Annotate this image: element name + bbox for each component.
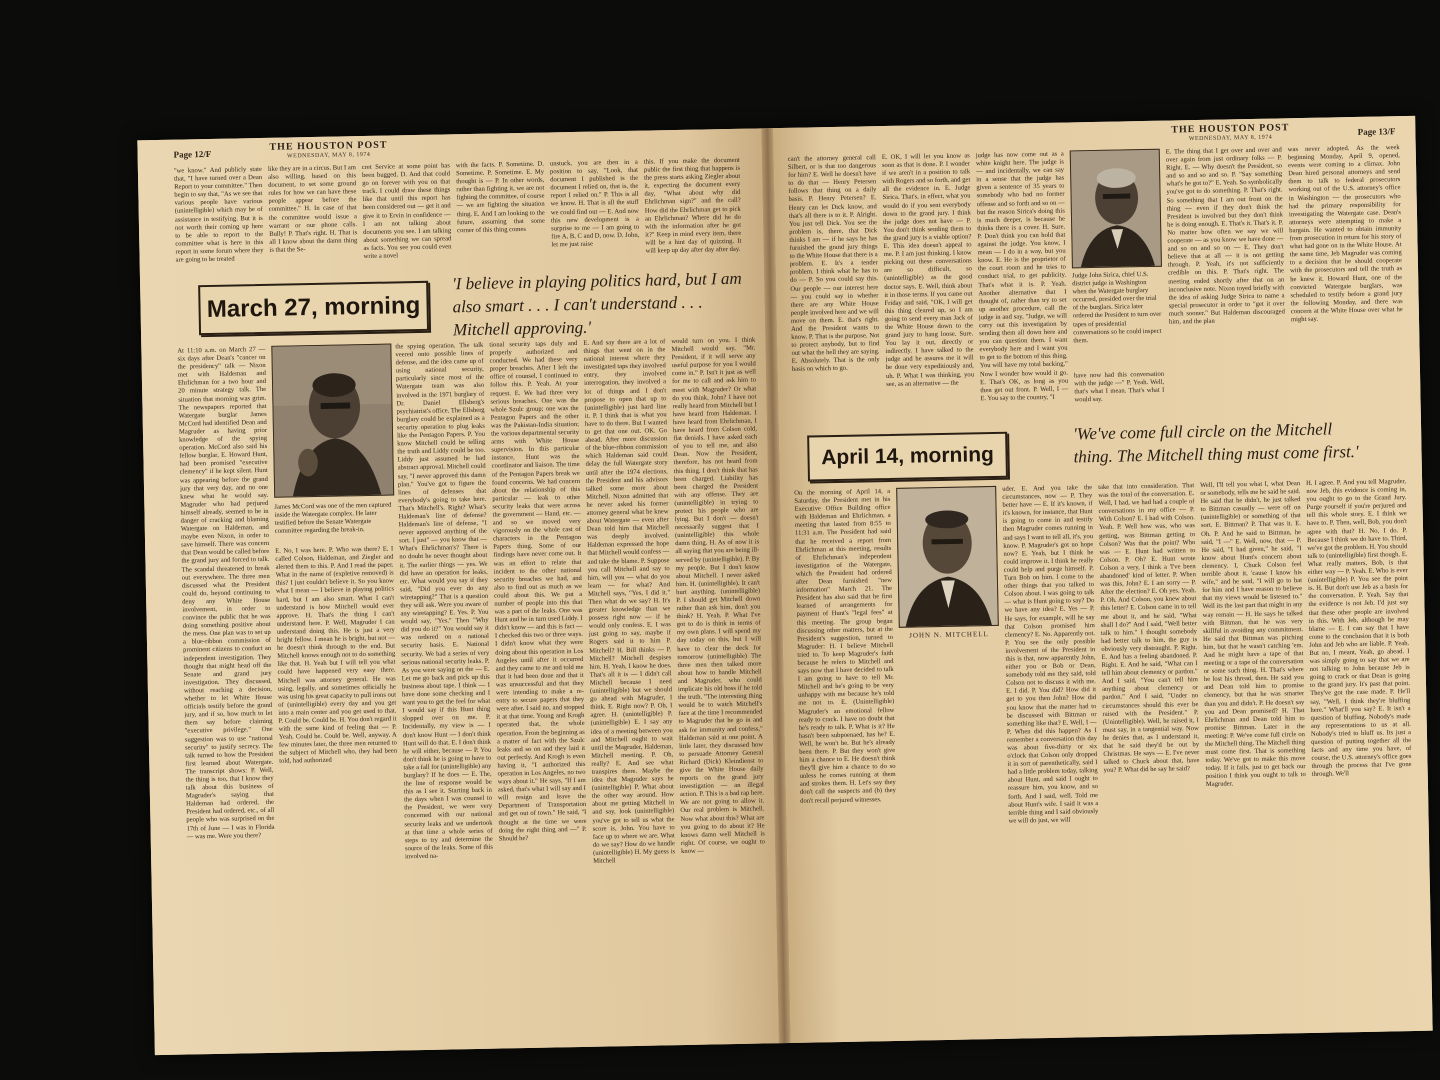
sirica-photo xyxy=(1070,149,1162,269)
section-banner-april-14: April 14, morning xyxy=(807,432,1008,482)
right-lower-column-2: uder. E. And you take the circumstances, now — P. They better have — E. If it's known, if it's known, for instance, that Hunt is going to come in and testify then Magruder comes running in and says I want to tell all, it's, you know. P. Magruder's got no hope now? E. Yeah, but I think he could improve it. I think he really could help and purge himself. P. Turn Bob on him. I come to the other things that you talked to Colson about. I was going to talk — what is Hunt going to say? Do we have any idea? E. Yes — P. He says, for example, will he say that Colson promised him clemency? E. No. Apparently not. P. You see the only possible involvement of the President in this is that, now apparently John, either you or Bob or Dean, somebody told me they said, told Colson not to discuss it with me. E. I did. P. You did? How did it get to you then John? How did you know that the matter had to be discussed with Bittman or something like that? E. Well, I — P. When did this happen? As I remember a conversation this day was about five-thirty or six o'clock that Colson only dropped it in sort of parenthetically, said I had a little problem today, talking about Hunt, and said I ought to reassure him, you know, and so forth. And I said, well. Told me about Hunt's wife. I said it was a terrible thing and I said obviously we will do just, we will xyxy=(1002,484,1099,825)
left-top-column-4: with the facts. P. Sometime. D. Sometime. P. Sometime. E. My thought is — P. In other words, rather than fighting it, we are not fighting the committee, of course — we are fighting the situation thing. E. And I am looking to the future, assuming that some corner of this thing comes xyxy=(455,160,546,234)
mccord-photo xyxy=(271,344,394,498)
right-top-column-3: judge has now come out as a white knight here. The judge is — and incidentally, we can say in a sense that the judge has given a sentence of 35 years to somebody who had no former offense and so forth and so on — but the reason Sirica's doing this is much deeper, is because he thinks there is a cover. H. Sure. P. Don't think you can hold that against the judge. You know, I mean — I do in a way, but you know. E. He is the proprietor of the court room and he tries to conduct trial, to get publicity. That's what it is. P. Yeah. Another alternative that I thought of, rather than try to set up another procedure, call the judge in and say, "Judge, we will carry out this investigation by sending them all down here and you can question them. I want everybody here and I want you to get to the bottom of this thing. You will have my total backing." Now I wonder how would it go. E. That's OK, as long as you then get out front. P. Well, I — E. You say to the country, "I xyxy=(975,150,1069,403)
left-main-column-5: would turn on you. I think Mitchell would say, "Mr. President, if it will serve any useful purpose for you I would come in." P. Isn't it just as well for me to call and ask him to meet with Magruder? Or what do you think, John? I have not really heard from Mitchell but I have heard from Haldeman. I have heard from Ehrlichman, I have heard from Colson cold, flat denials. I have asked each of you to tell me, and also Dean. Now the President, therefore, has not heard from this thing. I don't think that has been charged. Liability has been charged the President with any offense. They are (unintelligible) in trying to protect his people who are lying. But I don't — doesn't necessarily suggest that I (unintelligible) this whole damn thing. H. As of now it is all saying that you are being ill-served by (unintelligible). P. By my people. But I don't know about Mitchell. I never asked him. H. (unintelligible). It can't hurt anything. (unintelligible) P. I should get Mitchell down rather than ask him, don't you think? H. Yeah. P. What I've got to do is think in terms of my own plans. I will spend my day today on this, but I will have to clear the deck for tomorrow (unintelligible) The three men then talked more about how to handle Mitchell and Magruder, who could implicate his old boss if he told the truth. "The interesting thing would be to watch Mitchell's face at the time I recommended to Magruder that he go in and ask for immunity and confess," Haldeman said at one point. A little later, they discussed how to persuade Attorney General Richard (Dick) Kleindienst to give the White House daily reports on the grand jury investigation — an illegal action. P. This is a bad rap here. We are not going to allow it. Our real problem is Mitchell. Now what about this? What are you going to do about it? He knows damn well Mitchell is right. Of course, we ought to know — xyxy=(671,336,765,855)
right-pull-quote: 'We've come full circle on the Mitchell thing. The Mitchell thing must come first.' xyxy=(1072,419,1359,467)
right-lower-column-4: Well, I'll tell you what I, what Dean or somebody, tells me he said he said. He said that he didn't, he just talked to Bittman casually — were off on (unintelligible) or something of that sort. E. Bittman? P. That was it. E. Oh. P. And he said to Bittman, he said, "I —" E. Well, now, that — P. He said, "I had given," he said, "I know about Hunt's concern about clemency. I, Chuck Colson feel terrible about it, 'cause I know his wife," and he said, "I will go to bat for him and I have reason to believe that my views would be listened to." Well its the last part that might in any way remain — H. He says he talked with Bittman, that he was very skillful in avoiding any commitment. He said that Bittman was pitching him, but that he wasn't catching 'em. And he might have a tape of that meeting or a tape of the conversation or some such thing. H. That's where he lost his thread, then. He said you and Dean told him to promise clemency, but that he was smarter than you and didn't. P. He doesn't say you and Dean promised? H. That Ehrlichman and Dean told him to promise Bittman. Later in the meeting: P. We've come full circle on the Mitchell thing. The Mitchell thing must come first. That is something today. We've got to make this move today. If it fails, just to get back our position I think you ought to talk to Magruder. xyxy=(1200,480,1306,789)
mitchell-photo-caption: JOHN N. MITCHELL xyxy=(909,630,989,640)
left-main-column-1: At 11:10 a.m. on March 27 — six days after Dean's "cancer on the presidency" talk — Nixon met with Haldeman and Ehrlichman for a two hour and 20 minute strategy talk. The situation that morning was grim. The newspapers reported that Watergate burglar James McCord had identified Dean and Magruder as having prior knowledge of the spying operation. McCord also said his fellow burglar, E. Howard Hunt, had been promised "executive clemency" if he kept silent. Hunt was appearing before the grand jury that very day, and no one knew what he would say. Magruder who had perjured himself already, seemed to be in danger of cracking and blaming Watergate on Haldeman, and maybe even Nixon, in order to save himself. There was concern that Dean would be called before the grand jury and forced to talk. The scandal threatened to break out everywhere. The three men discussed what the President could do, beyond continuing to deny any White House involvement, in order to convince the public that he was doing something positive about the mess. One plan was to set up a blue-ribbon commission of prominent citizens to conduct an independent investigation. They thought that might head off the Senate and grand jury investigation. They discussed, without reaching a decision, whether to let White House officials testify before the grand jury, and if so, how much to let them say before claiming "executive privilege." One suggestion was to use "national security" to justify secrecy. The talk turned to how the President first learned about Watergate. The transcript shows: P. Well, the thing is too, that I know they talk about this business of Magruder's saying that Haldeman had ordered, the President had ordered, etc., of all people who was surprised on the 17th of June — I was in Florida — was me. Were you there? xyxy=(177,345,275,841)
left-folio: Page 12/F xyxy=(173,148,212,160)
right-folio: Page 13/F xyxy=(1357,126,1396,137)
right-lower-column-1: On the morning of April 14, a Saturday, the President met in his Executive Office Building office with Haldeman and Ehrlichman, a meeting that lasted from 8:55 to 11:31 a.m. The President had said that he received a report from Ehrlichman at this meeting, results of Ehrlichman's independent investigation of the Watergate, which the President had ordered after Dean furnished "new information" March 21. The President has also said that he first learned of arrangements for payment of Hunt's "legal fees" at this meeting. The group began discussing other matters, but at the President's suggestion, turned to Magruder: H. I believe Mitchell tried to. To keep Magruder's faith because he refers to Mitchell and says now that I have decided to talk I am going to have to tell Mr. Mitchell and he's going to be very unhappy with me because he's told me not to. E. (Unintelligible) Magruder's an emotional fellow ready to crack. I have no doubt that he's ready to talk. P. What is it? He hasn't been subpoenaed, has he? E. Well, he won't be. But he's already been there. P. But they won't give him a chance to E. He doesn't think they'll give him a chance to do so unless he comes running at them and strokes them. H. Let's say they don't call the suspects and (b) they don't recall perjured witnesses. xyxy=(794,487,897,805)
left-top-column-2: like they are in a circus. But I am also willing, based on this document, to set some ground rules for how we can have these people appear before the committee." H. In case of that the committee would issue a warrant or our phone calls. Bully! P. That's right. H. That is all I know about the damn thing is that the Se- xyxy=(267,164,358,254)
left-dateline: WEDNESDAY, MAY 8, 1974 xyxy=(286,151,371,160)
left-page xyxy=(137,128,778,1055)
right-top-column-5: E. The thing that I get over and over and over again from just ordinary folks — P. Right. E. — Why doesn't the President, so and so and so and so. P. "Say something what's he got to?" E. Yeah. So symbolically you've got to do something. P. That's right. So something that I am out front on the thing — even if they don't think the President is involved but they don't think he is doing enough. E. That's it. That's it. P. No matter how often we say we will cooperate — as you know we have done — and so on and so on — E. They don't believe that at all — it is not getting through. P. Yeah, it's not sufficiently credible on this. P. That's right. The meeting ended shortly after that on an inconclusive note. Nixon toyed briefly with the idea of asking Judge Sirica to name a special prosecutor in order to "get it over much sooner." But Haldeman discouraged him, and the plan xyxy=(1165,146,1285,326)
left-top-column-5: unstuck, you are then in a position to say, "Look, that document I published is the document I relied on, that is, the report I relied on." P. This is all we know. H. That is all the stuff we could find out — E. And now this new development is a surprise to me — I am going to fire A, B, C and D, now. D. John, let me just raise xyxy=(549,158,640,249)
right-top-column-6: was never adopted. As the week beginning Monday, April 9, opened, events were coming to a climax. John Dean hired personal attorneys and send them to talk to federal prosecutors working out of the U.S. attorney's office in Washington — the prosecutors who had the primary responsibility for investigating the Watergate case. Dean's attorneys were attempting to make a bargain. He wanted to obtain immunity from prosecution in return for his story of what had gone on in the White House. At the same time, Jeb Magruder was coming to a decision that he should cooperate with the prosecutors and tell the truth as he knew it. Howard Hunt, one of the convicted Watergate burglars, was scheduled to testify before a grand jury the following Monday, and there was concern at the White House over what he might say. xyxy=(1287,144,1403,324)
section-banner-march-27: March 27, morning xyxy=(198,281,429,335)
mitchell-photo xyxy=(896,486,999,628)
left-mid-column: E. No, I was here. P. Who was there? E. I called Colson, Haldeman, and Ziegler and alerted them to this. P. And I read the paper. What in the name of (expletive removed) is this? I just couldn't believe it. So you know what I mean — I believe in playing politics hard, but I am also smart. What I can't understand is how Mitchell would ever approve. H. That's the thing I can't understand here. P. Well, Magruder I can understand doing this. He is just a very bright fellow. I mean he is bright, but not — he doesn't think through to the end. But Mitchell knows enough not to do something like that. H. Yeah but I will tell you what could have happened very easy there. Mitchell was attorney general. He was using, legally, and sometimes officially he was using his great capacity to pull irons out of (unintelligible) every day and you get into a main center and you get used to that. P. Could be. Could be. H. You don't regard it with the same kind of feeling that — P. Yeah. Could be. Could be. Well, anyway. A few minutes later, the three men returned to the subject of Mitchell who, they had been told, had authorized xyxy=(275,545,398,766)
left-top-column-3: cret Service at some point has been bugged. D. And that could go on forever with you on that track. I could draw these things like that until this report has been considered out — get it and give it to Ervin in confidence — I am not talking about documents you see. I am talking about something we can spread as facts. You see you could even write a novel xyxy=(361,162,452,261)
left-masthead: THE HOUSTON POST xyxy=(269,139,388,153)
left-main-column-4: E. And say there are a lot of things that went on in the national interest where they investigated taps they involved entry, they involved interrogation, they involved a lot of things and I don't propose to open that up to (unintelligible) just hard line it. P. I think that is what you have to do there. But I wanted to get that one out. OK. Go ahead. After more discussion of the blue-ribbon commission which Haldeman said could delay the full Watergate story until after the 1974 elections, the President and his advisors talked some more about Mitchell. Nixon admitted that he never asked his former attorney general what he knew about Watergate — even after Dean told him that Mitchell was deeply involved. Haldeman expressed the hope that Mitchell would confess — and take the blame. P. Suppose you call Mitchell and say to him, will you — what do you learn — for what? And Mitchell says, "Yes, I did it." Then what do we say? H. It's greater knowledge than we possess right now — if he would only confess. E. I was just going to say, maybe if Rogers said it to him P. Mitchell? H. Bill thinks — P. Mitchell? Mitchell despises him. H. Yeah, I know he does. That's all it is — I didn't call Mitchell because I need (unintelligible) but we should go ahead with Magruder, I think. E. Right now? P. Oh, I agree. H. (unintelligible) P. (unintelligible) E. I say any idea of a meeting between you and Mitchell ought to wait until the Magruder, Haldeman, Mitchell meeting. P. Oh, really? E. And see what transpires there. Maybe the idea that Magruder says he (unintelligible) P. What about the other way around. How about me getting Mitchell in and say, look (unintelligible) you've got to tell us what the score is, John. You have to face up to where we are. What do we say? How do we handle (unintelligible) H. My guess is Mitchell xyxy=(583,338,676,865)
right-top-column-2: E. OK, I will let you know as soon as that is done. P. I wonder if we aren't in a position to talk with Rogers and so forth, and get all the evidence in. E. Judge Sirica. That's, in effect, what you would do if you sent everybody down to the grand jury. I think the judge does not have — P. You don't think sending them to the grand jury is a viable option? E. This idea doesn't appeal to me. P. I am just thinking. I know picking out these conversations are so difficult, so (unintelligible) as the good doctor says. E. Well, think about it in those terms. If you came out Friday and said, "OK, I will get this thing cleared up, so I am going to send every man Jack of the White House down to the grand jury to hang loose. Sure. You lay it out, directly or indirectly. I have talked to the judge and he assures me it will be done very expeditiously and, uh. P. What I was thinking, you see, as an alternative — the xyxy=(881,152,975,388)
right-dateline: WEDNESDAY, MAY 8, 1974 xyxy=(1188,134,1273,143)
right-page xyxy=(773,116,1432,1043)
newspaper-spread xyxy=(137,116,1432,1055)
sirica-photo-caption: Judge John Sirica, chief U.S. district judge in Washington when the Watergate burglary occurred, presided over the trial of the burglars. Sirica later ordered the President to turn over tapes of presidential conversations so he could inspect them. xyxy=(1072,270,1162,345)
left-main-column-3: tional security taps duly and properly authorized and conducted. We had these very proper breaches. After I left the office of counsel, I continued to follow this. P. Yeah. At your request. E. We had three very serious breaches. One was the whole Szulc group; one was the Pentagon Papers and the other was the Pakistan-India situation; the various departmental security arms with White House supervision. In this particular instance, Hunt was the coordinator and liaison. The time of the Pentagon Papers break we found concerns. We had concern about the relationship of this particular — leak to other security leaks that were across the government — Hand, etc. — and so we moved very vigorously on the whole cast of characters in the Pentagon Papers thing. Some of our findings have never come out. It was an effort to relate that incident to the other national security breaches we had, and also to find out as much as we could about this. We put a number of people into this that was a part of the leaks. One was Hunt and he in turn used Liddy. I didn't know — and this is fact — I checked this two or three ways. I didn't know what they were doing about this operation in Los Angeles until after it occurred and they came to me and told me that it had been done and that it was unsuccessful and that they were intending to make a re-entry to secure papers that they were after. I said no, and stopped it at that time. Young and Krogh operated that, the whole operation. From the beginning as a matter of fact with the Szulc leaks and so on and they laid it out perfectly. And Krogh is even having it, "I authorized this operation in Los Angeles, no two ways about it." He says, "If I am asked, that's what I will say and I will resign and leave the Department of Transportation and get out of town." He said, "I thought at the time we were doing the right thing and —" P. Should he? xyxy=(489,339,587,843)
left-pull-quote: 'I believe in playing politics hard, but I am also smart . . . I can't understand . . . Mitchell approving.' xyxy=(451,268,742,340)
mccord-photo-caption: James McCord was one of the men captured inside the Watergate complex. He later testified before the Senate Watergate committee regarding the break-in. xyxy=(274,501,392,536)
left-top-column-6: this. If you make the document public the first thing that happens is the press starts asking Ziegler about it, expecting the document every day, "What about why did Ehrlichman sign?" and the call? How did the Ehrlichman get to pick an Ehrlichman? Where did he do with the information after he got it?" Keep in mind every item, there will be a hint day of quizzing. It will keep up day after day after day. xyxy=(643,156,742,255)
left-main-column-2: the spying operation. The talk veered onto possible lines of defense, and the idea came up of using national security, particularly since most of the Watergate team was also involved in the 1971 burglary of Dr. Daniel Ellsberg's psychiatrist's office. The Ellsberg burglary could be explained as a security operation to plug leaks like the Pentagon Papers. P. You know Mitchell could be telling the truth and Liddy could be too. Liddy just assumed he had abstract approval. Mitchell could say, "I never approved this damn plan." You've got to figure the lines of defenses that everybody's going to take here. That's Mitchell's. Right? What's Haldeman's line of defense? Haldeman's line of defense, "I never approved anything of the sort. I just" — you know that — What's Ehrlichman's? There is no doubt he never thought about it. The earlier things — yes. We did have an operation for leaks, etc. What would you say if they said, "Did you ever do any wiretapping?" That is a question they will ask. Were you aware of any wiretapping? E. Yes. P. You would say, "Yes." Then "Why did you do it?" You would say it was ordered on a national security basis. E. National security. We had a series of very serious national security leaks. P. As you were saying on the — E. Let me go back and pick up this business about tape. I think — I have done some checking and I want you to get the feel for what I would say if this Hunt thing slopped over on me. P. Incidentally, my view is — I don't know Hunt — I don't think Hunt will do that. E. I don't think he will either, because — P. You don't think he is going to have to take a fall for (unintelligible) any burglary? If he does — E. The, the line of response would be this as I see it. Starting back in the days when I was counsel to the President, we were very concerned with our national security leaks and we undertook at that time a whole series of steps to try and determine the source of the leaks. Some of this involved na- xyxy=(395,341,494,861)
right-lower-column-5: H. I agree. P. And you tell Magruder, now Jeb, this evidence is coming in, you ought to go to the Grand Jury. Purge yourself if you're perjured and tell this whole story. E. I think we have to. P. Then, well, Bob, you don't agree with that? H. No, I do. P. Because I think we do have to. Third, we've got the problem. H. You should talk to (unintelligible) first though. E. What really matters, Bob, is that either way — P. Yeah. E. Who is ever (unintelligible) P. You see the point is. H. But don't use Jeb as a basis for the conversation. P. Yeah. Say that the evidence is not Jeb. I'd just say that these other people are involved in this. With Jeb, although he may blame — E. I can say that I have come to the conclusion that it is both John and Jeb who are liable. P. Yeah. But no, I meant, Yeah, go ahead. I was simply going to say that we are not talking to John because Jeb is going to crack or that Dean is going to the grand jury. It's past that point. They've got the case made. P. He'll say, "Well, I think they're bluffing here." What'll you say? E. It isn't a question of bluffing. Nobody's made any representations to us at all. Nobody's tried to bluff us. Its just a question of putting together all the facts and any time you have, of course, the U.S. attorney's office goes through the process that I've gone through. We'll xyxy=(1306,478,1412,779)
left-top-column-1: "we know." And publicly state that, "I have turned over a Dean Report to your committee." Then begin to say that, "As we see that various people have various (unintelligible) which may be of assistance in testifying. But it is not worth their coming up here to be able to report to the committee what is here in this report in some forum where they are going to be treated xyxy=(173,165,264,264)
right-top-column-1: can't the attorney general call Silbert, or is that too dangerous for him? E. Well he doesn't have to do that — Henry Petersen follows that thing on a daily basis. P. Henry Petersen? E. Henry can let Dick know, and that's all there is to it. P. Alright. You just tell Dick. You see the problem is, there, that Dick thinks I am — if he says he has furnished the grand jury things to the White House that there is a problem. E. It's a tender problem. I think what he has to do — P. So you could say this. Our people — our interest here — you could say in whether there are any White House people involved here and we will move on them. E. that's right. And the President wants to know. P. That is the purpose. Not to protect anybody, but to find out what the hell they are saying. E. Absolutely. That is the only basis on which to go. xyxy=(787,154,880,374)
right-top-column-4: have now had this conversation with the judge —" P. Yeah. Well, that's what I mean. That's what I would say. xyxy=(1073,370,1165,404)
right-lower-column-3: take that into consideration. That was the total of the conversation. E. Well, I had, we had had a couple of conversations in my office — P. With Colson? E. I had with Colson. Yeah. P. Well how was, who was getting, was Bittman getting to Colson? Was that the point? Who was — E. Hunt had written to Colson. P. Oh? E. Hunt wrote Colson a very, I think a 'I've been abandoned' kind of letter. P. When was this, John? E. I am sorry — P. After the election? E. Oh yes. Yeah. P. Oh. And Colson, you knew about this letter? E. Colson came in to tell me about it, and he said, "What shall I do?" And I said, "Well better talk to him." I thought somebody had better talk to him, the guy is obviously very distraught. P. Right. E. And has a feeling abandoned. P. Right. E. And he said, "What can I tell him about clemency or pardon." And I said, "You can't tell him anything about clemency or pardon." And I said, "Under no circumstances should this ever be raised with the President." P. (Unintelligible). Well, he raised it, I must say, in a tangential way. Now he denies that, as I understand it, that he said they'd be out by Christmas. He says — E. I've never talked to Chuck about that, have you? P. What did he say he said? xyxy=(1098,482,1200,775)
right-masthead: THE HOUSTON POST xyxy=(1171,122,1290,136)
